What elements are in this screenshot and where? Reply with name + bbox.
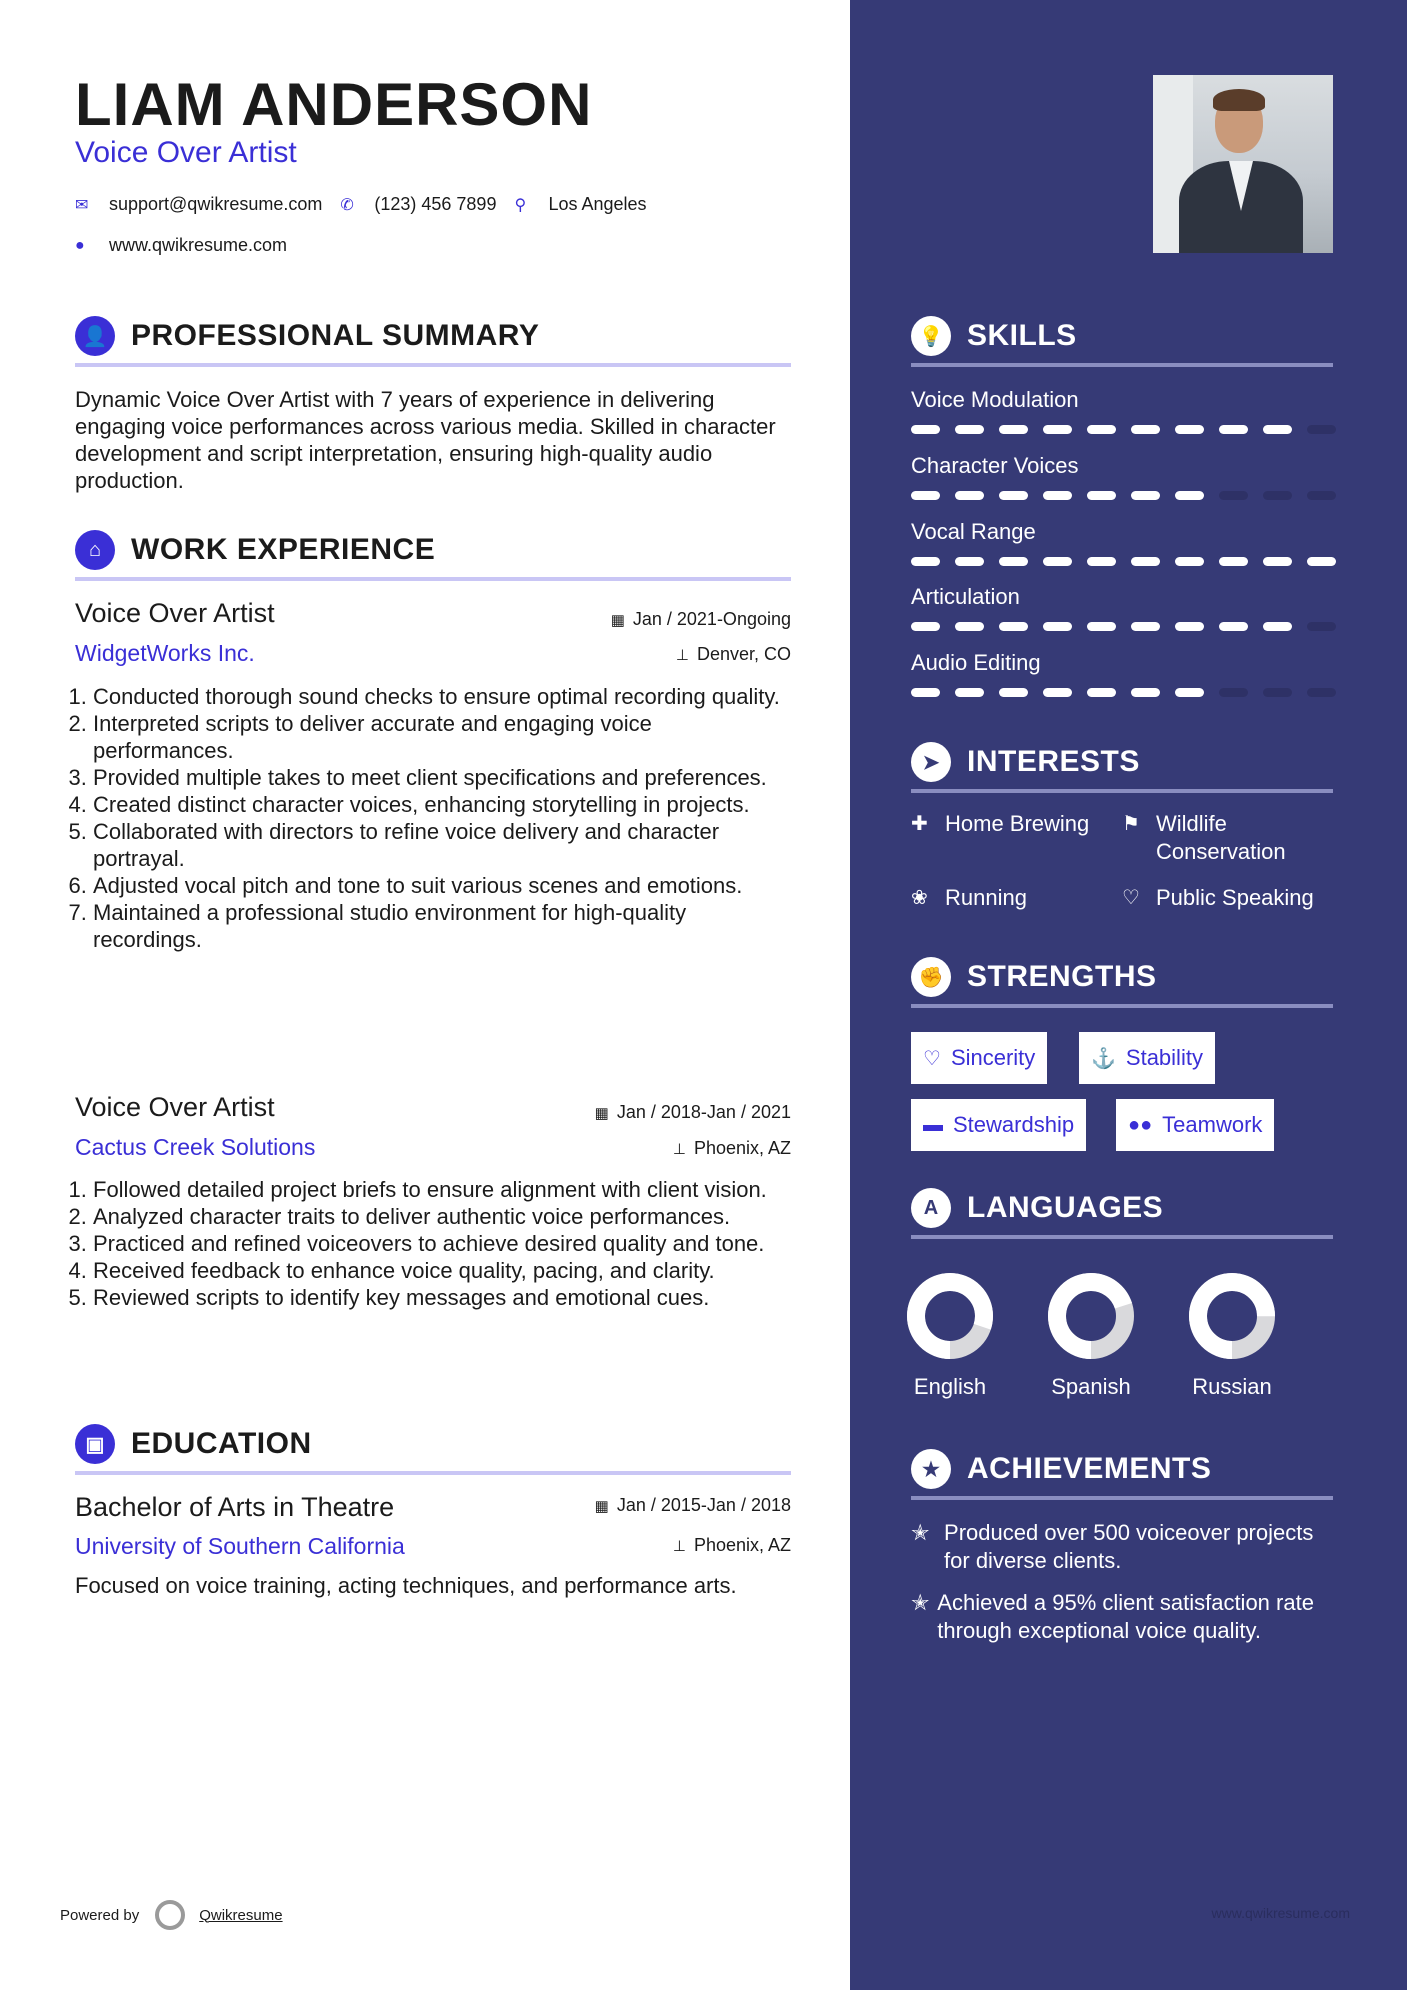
interest-item: ❀ Running — [911, 885, 1027, 910]
skills-heading: SKILLS — [967, 319, 1077, 352]
skill-meter — [911, 622, 1336, 631]
list-item: 2. Interpreted scripts to deliver accurate and engaging voice performances. — [93, 710, 791, 764]
globe-icon: ● — [75, 236, 85, 254]
skill-level-dash — [999, 688, 1028, 697]
summary-heading: PROFESSIONAL SUMMARY — [131, 319, 540, 352]
heartbeat-icon: ♡ — [1122, 887, 1140, 909]
contact-location — [514, 194, 646, 215]
star-icon: ✭ — [911, 1520, 930, 1545]
list-item: 5. Reviewed scripts to identify key messages and emotional cues. — [93, 1284, 791, 1311]
skill-meter — [911, 688, 1336, 697]
skill-level-dash — [1175, 622, 1204, 631]
heart-icon: ♡ — [923, 1047, 941, 1070]
skill-level-dash — [955, 491, 984, 500]
strength-tag: ⚓ Stability — [1079, 1032, 1215, 1084]
job-bullets — [75, 1176, 791, 1311]
skill-level-dash — [1307, 557, 1336, 566]
divider — [911, 1496, 1333, 1500]
languages-heading: LANGUAGES — [967, 1191, 1164, 1224]
pin-icon: ⊥ — [672, 1538, 686, 1555]
sidebar — [850, 0, 1407, 1990]
puzzle-icon: ✚ — [911, 813, 928, 835]
skill-level-dash — [911, 425, 940, 434]
flag-icon: ⚑ — [1122, 813, 1140, 835]
language-name: English — [913, 1374, 987, 1399]
graduation-icon: ▣ — [75, 1424, 115, 1464]
job-location: ⊥ Denver, CO — [675, 644, 791, 664]
skill-meter — [911, 491, 1336, 500]
divider — [75, 1471, 791, 1475]
achievements-header — [911, 1449, 1211, 1489]
strength-tag: ●● Teamwork — [1116, 1099, 1274, 1151]
location-text: Los Angeles — [548, 194, 647, 214]
language-item — [890, 1272, 1010, 1400]
strengths-heading: STRENGTHS — [967, 960, 1157, 993]
list-item: 6. Adjusted vocal pitch and tone to suit various scenes and emotions. — [93, 872, 791, 899]
users-icon: ●● — [1128, 1113, 1153, 1136]
language-proficiency-ring — [1047, 1272, 1135, 1360]
calendar-icon: ▦ — [594, 1105, 609, 1122]
location-pin-icon: ⚲ — [514, 196, 527, 214]
skill-level-dash — [1175, 491, 1204, 500]
footer-url[interactable]: www.qwikresume.com — [1211, 1905, 1350, 1921]
skill-name: Voice Modulation — [911, 387, 1079, 412]
skill-level-dash — [1175, 688, 1204, 697]
job-company: WidgetWorks Inc. — [75, 640, 255, 666]
skill-level-dash — [955, 622, 984, 631]
skill-level-dash — [999, 491, 1028, 500]
skill-level-dash — [1131, 557, 1160, 566]
interests-header — [911, 742, 1140, 782]
job-role: Voice Over Artist — [75, 1092, 275, 1122]
languages-header — [911, 1188, 1163, 1228]
fist-icon: ✊ — [911, 957, 951, 997]
skill-level-dash — [1219, 491, 1248, 500]
degree: Bachelor of Arts in Theatre — [75, 1492, 395, 1522]
list-item: 7. Maintained a professional studio environment for high-quality recordings. — [93, 899, 791, 953]
skill-level-dash — [911, 557, 940, 566]
list-item: 4. Received feedback to enhance voice quality, pacing, and clarity. — [93, 1257, 791, 1284]
skill-level-dash — [1043, 622, 1072, 631]
list-item: 2. Analyzed character traits to deliver authentic voice performances. — [93, 1203, 791, 1230]
list-item: 4. Created distinct character voices, enhancing storytelling in projects. — [93, 791, 791, 818]
skill-level-dash — [1263, 425, 1292, 434]
education-header — [75, 1424, 312, 1464]
achievement-item: ✭ Produced over 500 voiceover projects for diverse clients. — [911, 1520, 1314, 1573]
star-badge-icon: ★ — [911, 1449, 951, 1489]
job-location: ⊥ Phoenix, AZ — [672, 1138, 791, 1158]
website-text: www.qwikresume.com — [109, 235, 288, 255]
experience-heading: WORK EXPERIENCE — [131, 533, 436, 566]
star-icon: ✭ — [911, 1590, 930, 1615]
summary-header — [75, 316, 539, 356]
job-role: Voice Over Artist — [75, 598, 275, 628]
skill-level-dash — [999, 557, 1028, 566]
language-item — [1031, 1272, 1151, 1400]
list-item: 1. Conducted thorough sound checks to ensure optimal recording quality. — [93, 683, 791, 710]
contact-email[interactable] — [75, 194, 322, 215]
calendar-icon: ▦ — [610, 612, 625, 629]
skill-level-dash — [999, 425, 1028, 434]
interests-heading: INTERESTS — [967, 745, 1140, 778]
skill-level-dash — [955, 557, 984, 566]
divider — [911, 789, 1333, 793]
phone-icon: ✆ — [340, 196, 354, 214]
skill-level-dash — [1043, 688, 1072, 697]
list-item: 1. Followed detailed project briefs to ensure alignment with client vision. — [93, 1176, 791, 1203]
skill-level-dash — [1087, 688, 1116, 697]
divider — [75, 577, 791, 581]
skill-level-dash — [1263, 557, 1292, 566]
divider — [911, 1235, 1333, 1239]
list-item: 5. Collaborated with directors to refine voice delivery and character portrayal. — [93, 818, 791, 872]
strength-tag: ♡ Sincerity — [911, 1032, 1047, 1084]
candidate-title: Voice Over Artist — [75, 136, 297, 169]
divider — [75, 363, 791, 367]
qwikresume-logo-icon — [155, 1900, 185, 1930]
skill-level-dash — [1263, 491, 1292, 500]
skills-header — [911, 316, 1077, 356]
list-item: 3. Practiced and refined voiceovers to achieve desired quality and tone. — [93, 1230, 791, 1257]
job-bullets — [75, 683, 791, 953]
skill-level-dash — [999, 622, 1028, 631]
paw-icon: ❀ — [911, 887, 928, 909]
footer-powered — [60, 1900, 283, 1930]
education-location: ⊥ Phoenix, AZ — [672, 1535, 791, 1555]
envelope-icon: ✉ — [75, 196, 89, 214]
skill-level-dash — [1043, 557, 1072, 566]
translate-icon: A — [911, 1188, 951, 1228]
skill-level-dash — [1087, 622, 1116, 631]
language-item — [1172, 1272, 1292, 1400]
skill-level-dash — [1087, 557, 1116, 566]
divider — [911, 363, 1333, 367]
skill-level-dash — [1307, 688, 1336, 697]
anchor-icon: ⚓ — [1091, 1047, 1116, 1070]
skill-level-dash — [1043, 425, 1072, 434]
user-icon: 👤 — [75, 316, 115, 356]
skill-level-dash — [1219, 622, 1248, 631]
skill-level-dash — [955, 688, 984, 697]
skill-level-dash — [1131, 622, 1160, 631]
skill-level-dash — [1131, 425, 1160, 434]
paper-plane-icon: ➤ — [911, 742, 951, 782]
skill-level-dash — [1219, 557, 1248, 566]
language-proficiency-ring — [906, 1272, 994, 1360]
school: University of Southern California — [75, 1533, 405, 1559]
skill-level-dash — [1219, 688, 1248, 697]
interest-item: ♡ Public Speaking — [1122, 885, 1314, 910]
candidate-name: LIAM ANDERSON — [75, 71, 593, 138]
interest-item: ✚ Home Brewing — [911, 811, 1090, 836]
skill-name: Articulation — [911, 584, 1020, 609]
divider — [911, 1004, 1333, 1008]
strength-tag: ▬ Stewardship — [911, 1099, 1086, 1151]
summary-text: Dynamic Voice Over Artist with 7 years of experience in delivering engaging voice performances across various media. Skilled in character development and script interpretation, ensuring high-quality audio production. — [75, 387, 776, 493]
pin-icon: ⊥ — [675, 647, 689, 664]
skill-name: Vocal Range — [911, 519, 1036, 544]
skill-level-dash — [1043, 491, 1072, 500]
skill-meter — [911, 425, 1336, 434]
lightbulb-icon: 💡 — [911, 316, 951, 356]
skill-level-dash — [911, 688, 940, 697]
chair-icon: ⌂ — [75, 530, 115, 570]
skill-level-dash — [1307, 491, 1336, 500]
job-company: Cactus Creek Solutions — [75, 1134, 316, 1160]
skill-level-dash — [911, 622, 940, 631]
contact-row — [75, 194, 665, 215]
briefcase-icon: ▬ — [923, 1113, 943, 1136]
interest-item: ⚑ Wildlife Conservation — [1122, 811, 1286, 864]
phone-text: (123) 456 7899 — [374, 194, 497, 214]
skill-level-dash — [955, 425, 984, 434]
strengths-header — [911, 957, 1157, 997]
education-description: Focused on voice training, acting techniques, and performance arts. — [75, 1573, 737, 1598]
skill-level-dash — [1131, 491, 1160, 500]
skill-level-dash — [1087, 491, 1116, 500]
skill-level-dash — [1263, 622, 1292, 631]
skill-level-dash — [1263, 688, 1292, 697]
education-heading: EDUCATION — [131, 1427, 312, 1460]
contact-website[interactable] — [75, 235, 287, 256]
skill-level-dash — [1307, 425, 1336, 434]
skill-level-dash — [911, 491, 940, 500]
achievement-item: ✭ Achieved a 95% client satisfaction rate through exceptional voice quality. — [911, 1590, 1314, 1643]
skill-level-dash — [1175, 425, 1204, 434]
language-name: Spanish — [1051, 1374, 1131, 1399]
job-dates: ▦ Jan / 2021-Ongoing — [610, 609, 791, 629]
powered-by-text: Powered by — [60, 1906, 140, 1924]
skill-level-dash — [1087, 425, 1116, 434]
skill-level-dash — [1131, 688, 1160, 697]
skill-level-dash — [1219, 425, 1248, 434]
education-dates: ▦ Jan / 2015-Jan / 2018 — [594, 1495, 791, 1515]
calendar-icon: ▦ — [594, 1498, 609, 1515]
language-proficiency-ring — [1188, 1272, 1276, 1360]
achievements-heading: ACHIEVEMENTS — [967, 1452, 1212, 1485]
language-name: Russian — [1192, 1374, 1272, 1399]
skill-name: Character Voices — [911, 453, 1079, 478]
skill-name: Audio Editing — [911, 650, 1041, 675]
pin-icon: ⊥ — [672, 1141, 686, 1158]
job-dates: ▦ Jan / 2018-Jan / 2021 — [594, 1102, 791, 1122]
profile-photo — [1153, 75, 1333, 253]
contact-phone[interactable] — [340, 194, 496, 215]
skill-level-dash — [1175, 557, 1204, 566]
experience-header — [75, 530, 435, 570]
skill-meter — [911, 557, 1336, 566]
list-item: 3. Provided multiple takes to meet client specifications and preferences. — [93, 764, 791, 791]
skill-level-dash — [1307, 622, 1336, 631]
email-text: support@qwikresume.com — [109, 194, 323, 214]
qwikresume-link[interactable]: Qwikresume — [199, 1906, 283, 1924]
